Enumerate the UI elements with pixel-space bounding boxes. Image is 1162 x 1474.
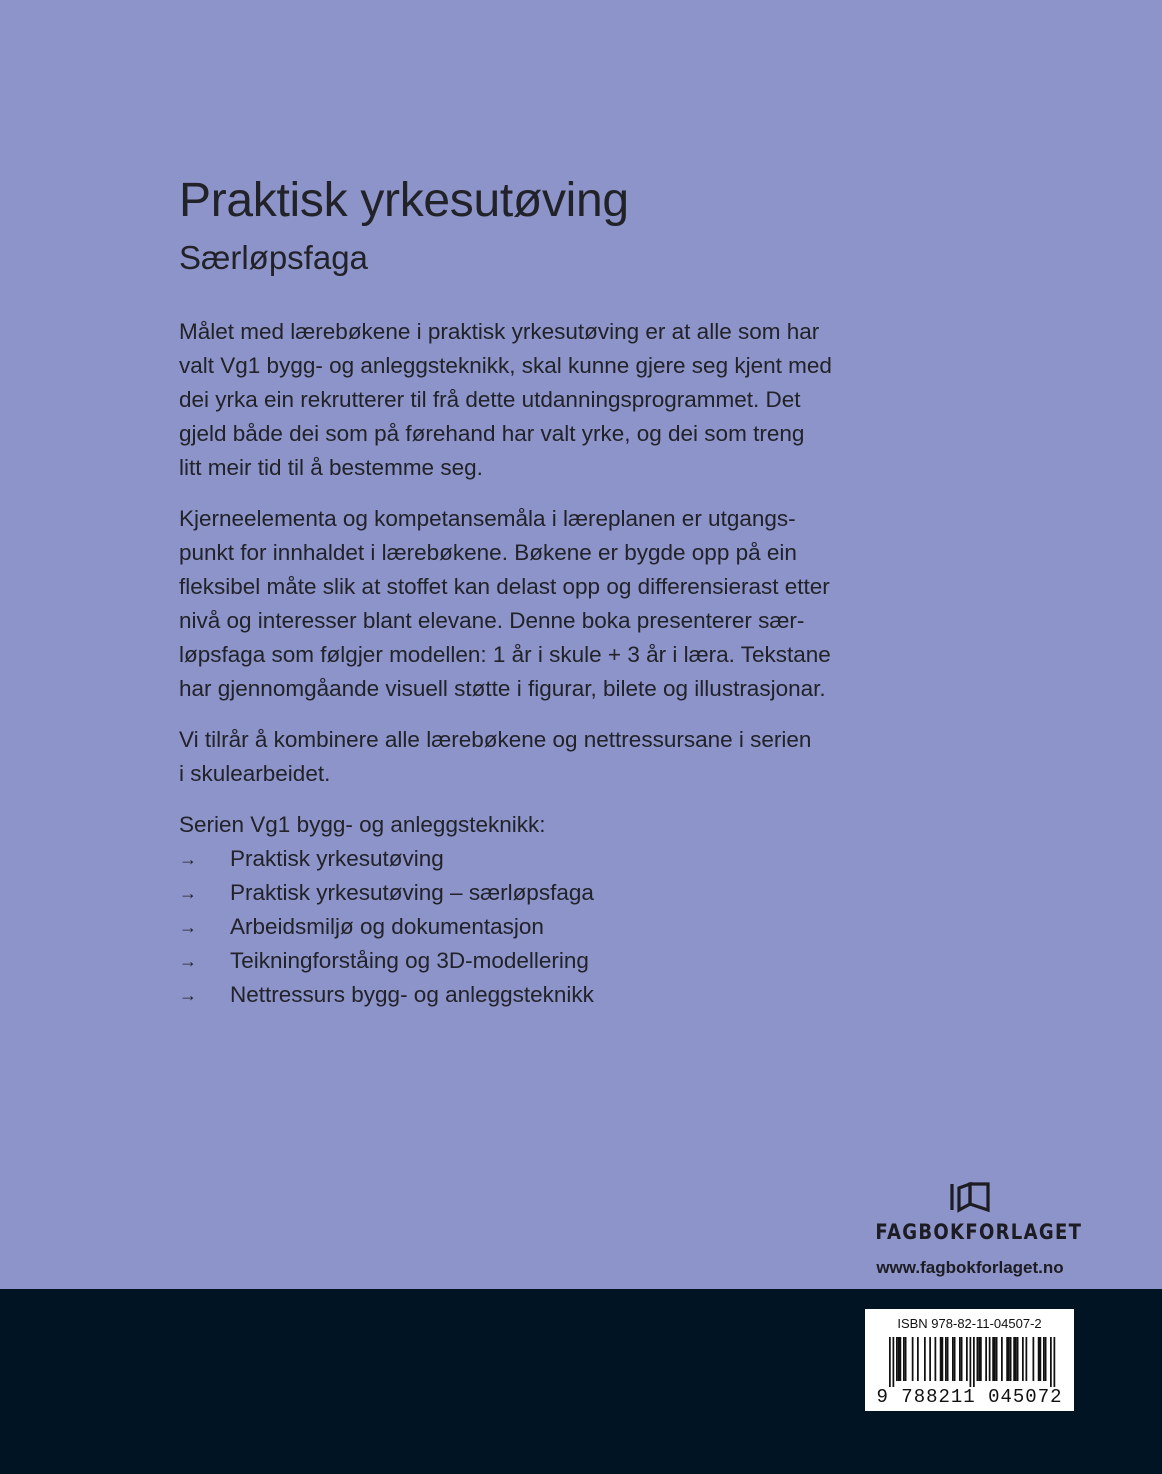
book-subtitle: Særløpsfaga (179, 239, 368, 276)
barcode-bar (1045, 1337, 1047, 1381)
arrow-right-icon: → (179, 849, 197, 869)
barcode-bar (935, 1337, 937, 1381)
publisher-url: www.fagbokforlaget.no (876, 1258, 1064, 1277)
barcode-bar (977, 1337, 979, 1381)
series-item-label: Praktisk yrkesutøving – særløpsfaga (230, 880, 594, 905)
series-item (179, 978, 879, 1012)
barcode-bar (1006, 1337, 1008, 1381)
barcode-bar (1050, 1337, 1052, 1387)
barcode-bar (1033, 1337, 1035, 1381)
series-item-label: Arbeidsmiljø og dokumentasjon (230, 914, 544, 939)
barcode-bar (1043, 1337, 1045, 1381)
barcode-bar (970, 1337, 972, 1387)
series-list (179, 842, 879, 1012)
barcode-bar (917, 1337, 919, 1381)
arrow-right-icon: → (179, 951, 197, 971)
barcode-bar (898, 1337, 900, 1381)
barcode-bar (1017, 1337, 1019, 1381)
arrow-right-icon: → (179, 917, 197, 937)
barcode-bar (954, 1337, 956, 1381)
barcode-bar (889, 1337, 891, 1387)
series-item (179, 944, 879, 978)
barcode-bars (875, 1337, 1064, 1387)
barcode-bar (985, 1337, 987, 1381)
barcode-bar (1022, 1337, 1024, 1381)
barcode-bar (896, 1337, 898, 1381)
barcode-bar (893, 1337, 895, 1387)
barcode-bar (1010, 1337, 1012, 1381)
series-item (179, 910, 879, 944)
barcode-bar (940, 1337, 942, 1381)
barcode-bar (1008, 1337, 1010, 1381)
barcode-bar (903, 1337, 905, 1381)
barcode-bar (1015, 1337, 1017, 1381)
barcode-bar (1026, 1337, 1028, 1381)
book-title: Praktisk yrkesutøving (179, 174, 629, 227)
barcode-bar (924, 1337, 926, 1381)
barcode-bar (1040, 1337, 1042, 1381)
barcode-bar (992, 1337, 994, 1381)
barcode-bar (980, 1337, 982, 1381)
barcode-bar (1013, 1337, 1015, 1381)
barcode-bar (961, 1337, 963, 1381)
barcode-bar (905, 1337, 907, 1381)
publisher-block (860, 1180, 1083, 1278)
barcode-bar (942, 1337, 944, 1381)
barcode-bar (947, 1337, 949, 1381)
barcode-bar (973, 1337, 975, 1387)
barcode-bar (996, 1337, 998, 1381)
series-item-label: Nettressurs bygg- og anleggsteknikk (230, 982, 594, 1007)
barcode-bar (959, 1337, 961, 1381)
blurb-paragraph-2: Kjerneelementa og kompetansemåla i læreplanen er utgangs- punkt for innhaldet i lærebøkene. Bøkene er bygde opp på ein fleksibel måte slik at stoffet kan delast opp og differensierast etter nivå og interesser blant elevane. Denne boka presenterer sær- løpsfaga som følgjer modellen: 1 år i skule + 3 år i læra. Tekstane har gjennomgåande visuell støtte i figurar, bilete og illustrasjonar. (179, 506, 831, 701)
barcode-bar (966, 1337, 968, 1381)
barcode-digits: 9 788211 045072 (876, 1386, 1063, 1408)
arrow-right-icon: → (179, 985, 197, 1005)
barcode-bar (978, 1337, 980, 1381)
barcode-bar (1001, 1337, 1003, 1381)
barcode-bar (1038, 1337, 1040, 1381)
barcode-bar (1054, 1337, 1056, 1387)
series-heading: Serien Vg1 bygg- og anleggsteknikk: (179, 812, 546, 837)
barcode-bar (952, 1337, 954, 1381)
barcode-bar (929, 1337, 931, 1381)
series-item-label: Praktisk yrkesutøving (230, 846, 444, 871)
barcode-bar (945, 1337, 947, 1381)
series-item (179, 876, 879, 910)
series-item-label: Teikningforståing og 3D-modellering (230, 948, 589, 973)
barcode (865, 1309, 1074, 1411)
barcode-bar (900, 1337, 902, 1381)
barcode-bar (994, 1337, 996, 1381)
barcode-bar (912, 1337, 914, 1381)
isbn-label: ISBN 978-82-11-04507-2 (897, 1316, 1042, 1331)
publisher-name: FAGBOKFORLAGET (875, 1220, 1083, 1244)
series-item (179, 842, 879, 876)
back-cover-text (179, 172, 879, 1012)
blurb-paragraph-1: Målet med lærebøkene i praktisk yrkesutøving er at alle som har valt Vg1 bygg- og anleggsteknikk, skal kunne gjere seg kjent med dei yrka ein rekrutterer til frå dette utdanningsprogrammet. Det gjeld både dei som på førehand har valt yrke, og dei som treng litt meir tid til å bestemme seg. (179, 319, 832, 480)
barcode-bar (989, 1337, 991, 1381)
blurb-paragraph-3: Vi tilrår å kombinere alle lærebøkene og nettressursane i serien i skulearbeidet. (179, 727, 812, 786)
open-book-icon (949, 1180, 991, 1214)
arrow-right-icon: → (179, 883, 197, 903)
